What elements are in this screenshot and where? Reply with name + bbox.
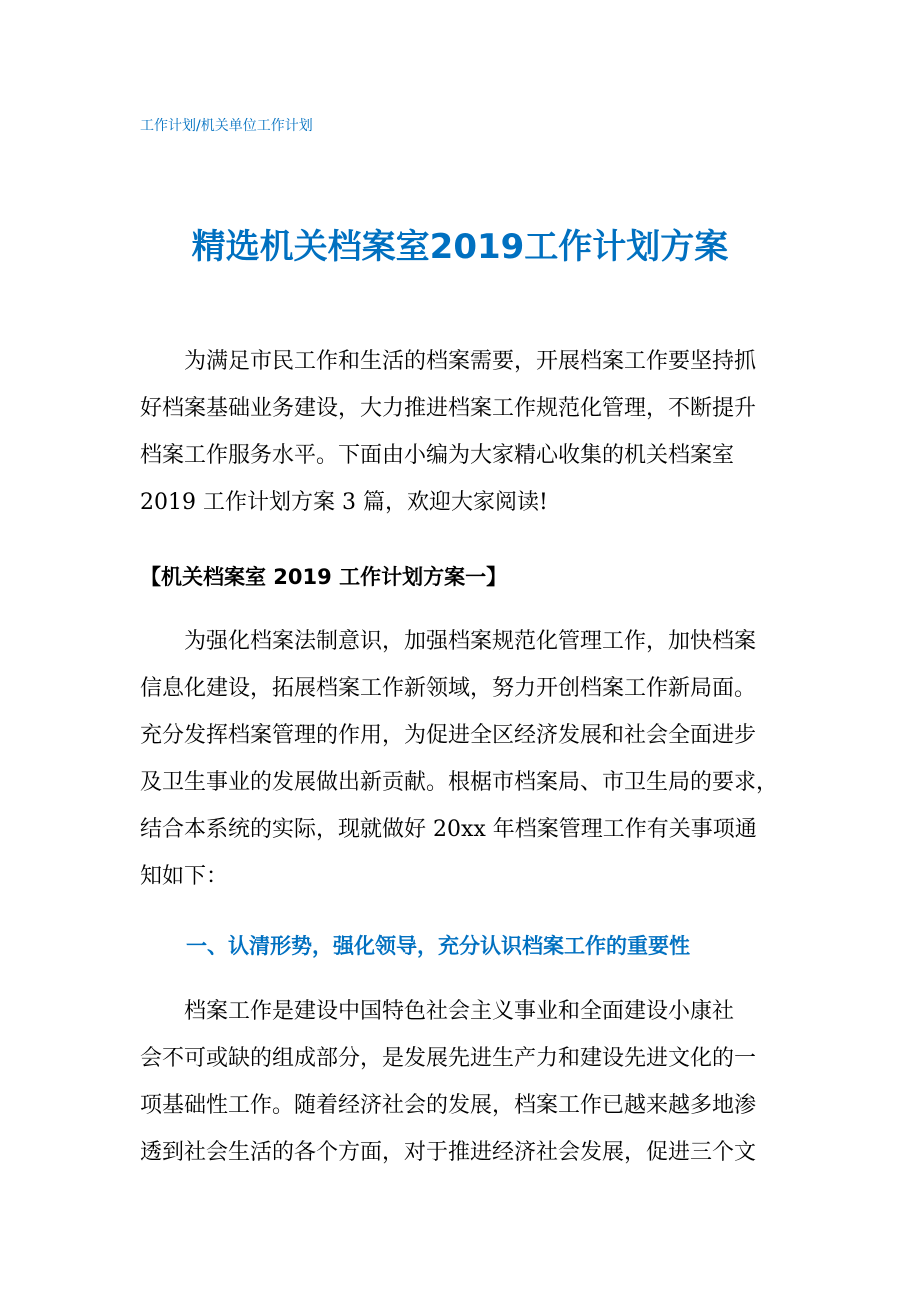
subheading: 一、认清形势，强化领导，充分认识档案工作的重要性 [186,934,690,958]
paragraph-line: 为强化档案法制意识，加强档案规范化管理工作，加快档案 [184,629,757,654]
paragraph-line: 透到社会生活的各个方面，对于推进经济社会发展，促进三个文 [140,1140,757,1165]
breadcrumb[interactable]: 工作计划/机关单位工作计划 [140,118,313,134]
paragraph-line: 档案工作是建设中国特色社会主义事业和全面建设小康社 [184,999,735,1024]
intro-line: 为满足市民工作和生活的档案需要，开展档案工作要坚持抓 [184,349,757,374]
section-heading: 【机关档案室 2019 工作计划方案一】 [140,565,508,589]
paragraph-line: 及卫生事业的发展做出新贡献。根椐市档案局、市卫生局的要求， [140,770,779,795]
paragraph-line: 知如下： [140,864,229,889]
paragraph-line: 结合本系统的实际，现就做好 20xx 年档案管理工作有关事项通 [140,817,757,842]
intro-paragraph [140,338,780,526]
paragraph-line: 项基础性工作。随着经济社会的发展，档案工作已越来越多地渗 [140,1093,757,1118]
page-title: 精选机关档案室2019工作计划方案 [191,227,729,267]
intro-line: 好档案基础业务建设，大力推进档案工作规范化管理，不断提升 [140,396,757,421]
section-two-paragraph [140,988,780,1176]
intro-line: 2019 工作计划方案 3 篇，欢迎大家阅读! [140,490,548,515]
intro-line: 档案工作服务水平。下面由小编为大家精心收集的机关档案室 [140,443,735,468]
paragraph-line: 充分发挥档案管理的作用，为促进全区经济发展和社会全面进步 [140,723,757,748]
section-one-paragraph [140,618,780,900]
paragraph-line: 信息化建设，拓展档案工作新领域，努力开创档案工作新局面。 [140,676,757,701]
paragraph-line: 会不可或缺的组成部分，是发展先进生产力和建设先进文化的一 [140,1046,757,1071]
